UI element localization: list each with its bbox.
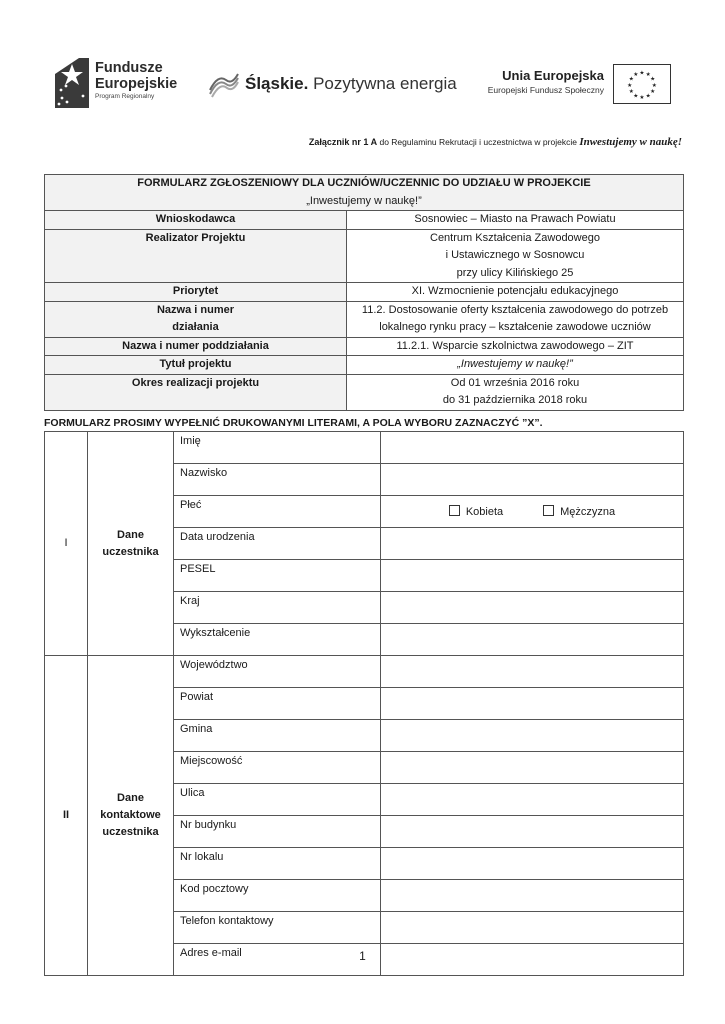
svg-text:★: ★	[639, 70, 645, 77]
fundusze-star-icon	[55, 56, 89, 108]
attachment-project: Inwestujemy w naukę!	[579, 136, 682, 148]
eu-flag-icon	[613, 64, 671, 104]
svg-text:★: ★	[628, 76, 634, 83]
city-input[interactable]	[381, 752, 684, 784]
voivodeship-input[interactable]	[381, 656, 684, 688]
form-title: FORMULARZ ZGŁOSZENIOWY DLA UCZNIÓW/UCZENNIC DO UDZIAŁU W PROJEKCIE	[137, 177, 591, 189]
section-title	[88, 432, 174, 656]
unia-europejska-logo	[472, 64, 674, 108]
value-line: do 31 października 2018 roku	[442, 394, 588, 406]
section-title	[88, 656, 174, 976]
value-line: 11.2.1. Wsparcie szkolnictwa zawodowego – ZIT	[396, 339, 634, 352]
gender-option-male[interactable]	[543, 505, 615, 518]
row-value	[347, 337, 684, 356]
table-row	[45, 211, 684, 230]
slaskie-ribbon-icon	[208, 70, 240, 98]
apartment-number-input[interactable]	[381, 848, 684, 880]
value-line: 11.2. Dostosowanie oferty kształcenia zawodowego do potrzeb	[361, 303, 669, 316]
field-label: Imię	[174, 432, 381, 464]
table-row	[45, 356, 684, 375]
slaskie-logo	[208, 66, 457, 106]
ue-line1: Unia Europejska	[502, 68, 604, 83]
fundusze-line2: Europejskie	[95, 76, 178, 92]
row-value	[347, 301, 684, 337]
page-number: 1	[359, 949, 366, 963]
section-number: II	[45, 656, 88, 976]
table-row	[45, 229, 684, 283]
checkbox-icon[interactable]	[449, 505, 460, 516]
row-value	[347, 374, 684, 410]
table-row	[45, 283, 684, 302]
section-title-line: uczestnika	[102, 545, 159, 558]
table-row	[45, 175, 684, 211]
field-label: Województwo	[174, 656, 381, 688]
attachment-text: do Regulaminu Rekrutacji i uczestnictwa w projekcie	[377, 137, 580, 147]
svg-text:★: ★	[645, 93, 651, 100]
first-name-input[interactable]	[381, 432, 684, 464]
ue-line2: Europejski Fundusz Społeczny	[487, 85, 604, 95]
field-label: Adres e-mail	[174, 944, 381, 976]
field-label: Kod pocztowy	[174, 880, 381, 912]
attachment-label: Załącznik nr 1 A	[308, 137, 378, 147]
value-line: Sosnowiec – Miasto na Prawach Powiatu	[414, 213, 616, 225]
row-label: Nazwa i numer poddziałania	[45, 337, 347, 356]
field-label: Gmina	[174, 720, 381, 752]
county-input[interactable]	[381, 688, 684, 720]
form-title-cell	[45, 175, 684, 211]
attachment-line	[44, 136, 682, 148]
row-label: Realizator Projektu	[45, 229, 347, 283]
value-line: i Ustawicznego w Sosnowcu	[445, 249, 585, 261]
label-line: Nazwa i numer	[156, 303, 235, 316]
section-title-line: Dane	[117, 792, 144, 804]
svg-text:★: ★	[633, 72, 639, 79]
row-label: Tytuł projektu	[45, 356, 347, 375]
row-value	[347, 211, 684, 230]
row-label: Priorytet	[45, 283, 347, 302]
table-row	[45, 337, 684, 356]
gender-label: Mężczyzna	[560, 506, 616, 518]
phone-input[interactable]	[381, 912, 684, 944]
value-line: XI. Wzmocnienie potencjału edukacyjnego	[411, 285, 619, 297]
row-label: Wnioskodawca	[45, 211, 347, 230]
gender-option-female[interactable]	[449, 505, 503, 518]
field-label: Kraj	[174, 592, 381, 624]
form-subtitle: „Inwestujemy w naukę!”	[306, 194, 422, 207]
gender-label: Kobieta	[465, 506, 504, 518]
svg-text:★: ★	[627, 82, 633, 89]
row-label	[45, 301, 347, 337]
building-number-input[interactable]	[381, 816, 684, 848]
postal-code-input[interactable]	[381, 880, 684, 912]
svg-text:★: ★	[650, 89, 656, 96]
field-label: Ulica	[174, 784, 381, 816]
label-line: działania	[172, 321, 219, 333]
commune-input[interactable]	[381, 720, 684, 752]
fundusze-europejskie-logo	[55, 54, 185, 112]
checkbox-icon[interactable]	[543, 505, 554, 516]
participant-form-table	[44, 431, 684, 976]
fundusze-line1: Fundusze	[95, 60, 163, 76]
row-value	[347, 229, 684, 283]
value-line: Centrum Kształcenia Zawodowego	[430, 231, 600, 244]
section-title-line: Dane	[117, 528, 144, 541]
svg-text:★: ★	[633, 93, 639, 100]
education-input[interactable]	[381, 624, 684, 656]
svg-text:★: ★	[651, 82, 657, 89]
last-name-input[interactable]	[381, 464, 684, 496]
field-label: Wykształcenie	[174, 624, 381, 656]
table-row	[45, 432, 684, 464]
field-label: Nazwisko	[174, 464, 381, 496]
field-label: Data urodzenia	[174, 528, 381, 560]
field-label: Nr budynku	[174, 816, 381, 848]
row-value	[347, 356, 684, 375]
birth-date-input[interactable]	[381, 528, 684, 560]
field-label: Telefon kontaktowy	[174, 912, 381, 944]
field-label: Nr lokalu	[174, 848, 381, 880]
value-line: Od 01 września 2016 roku	[450, 376, 580, 389]
value-line: lokalnego rynku pracy – kształcenie zawodowe uczniów	[379, 321, 651, 333]
slaskie-brand: Śląskie.	[245, 74, 309, 93]
row-label: Okres realizacji projektu	[45, 374, 347, 410]
table-row	[45, 374, 684, 410]
fill-instruction: FORMULARZ PROSIMY WYPEŁNIĆ DRUKOWANYMI LITERAMI, A POLA WYBORU ZAZNACZYĆ ”X”.	[44, 417, 543, 429]
pesel-input[interactable]	[381, 560, 684, 592]
slaskie-tagline: Pozytywna energia	[313, 74, 457, 93]
section-title-line: kontaktowe	[100, 809, 161, 821]
table-row	[45, 656, 684, 688]
country-input[interactable]	[381, 592, 684, 624]
svg-text:★: ★	[639, 95, 645, 102]
svg-text:★: ★	[628, 89, 634, 96]
gender-field	[381, 496, 684, 528]
project-info-table	[44, 174, 684, 411]
field-label: Powiat	[174, 688, 381, 720]
table-row	[45, 301, 684, 337]
section-number: I	[45, 432, 88, 656]
value-line: „Inwestujemy w naukę!”	[457, 358, 573, 370]
svg-text:★: ★	[645, 72, 651, 79]
svg-text:★: ★	[650, 76, 656, 83]
fundusze-line3: Program Regionalny	[95, 93, 155, 100]
street-input[interactable]	[381, 784, 684, 816]
value-line: przy ulicy Kilińskiego 25	[456, 266, 574, 279]
section-title-line: uczestnika	[102, 826, 159, 838]
field-label: Płeć	[174, 496, 381, 528]
field-label: PESEL	[174, 560, 381, 592]
row-value	[347, 283, 684, 302]
field-label: Miejscowość	[174, 752, 381, 784]
